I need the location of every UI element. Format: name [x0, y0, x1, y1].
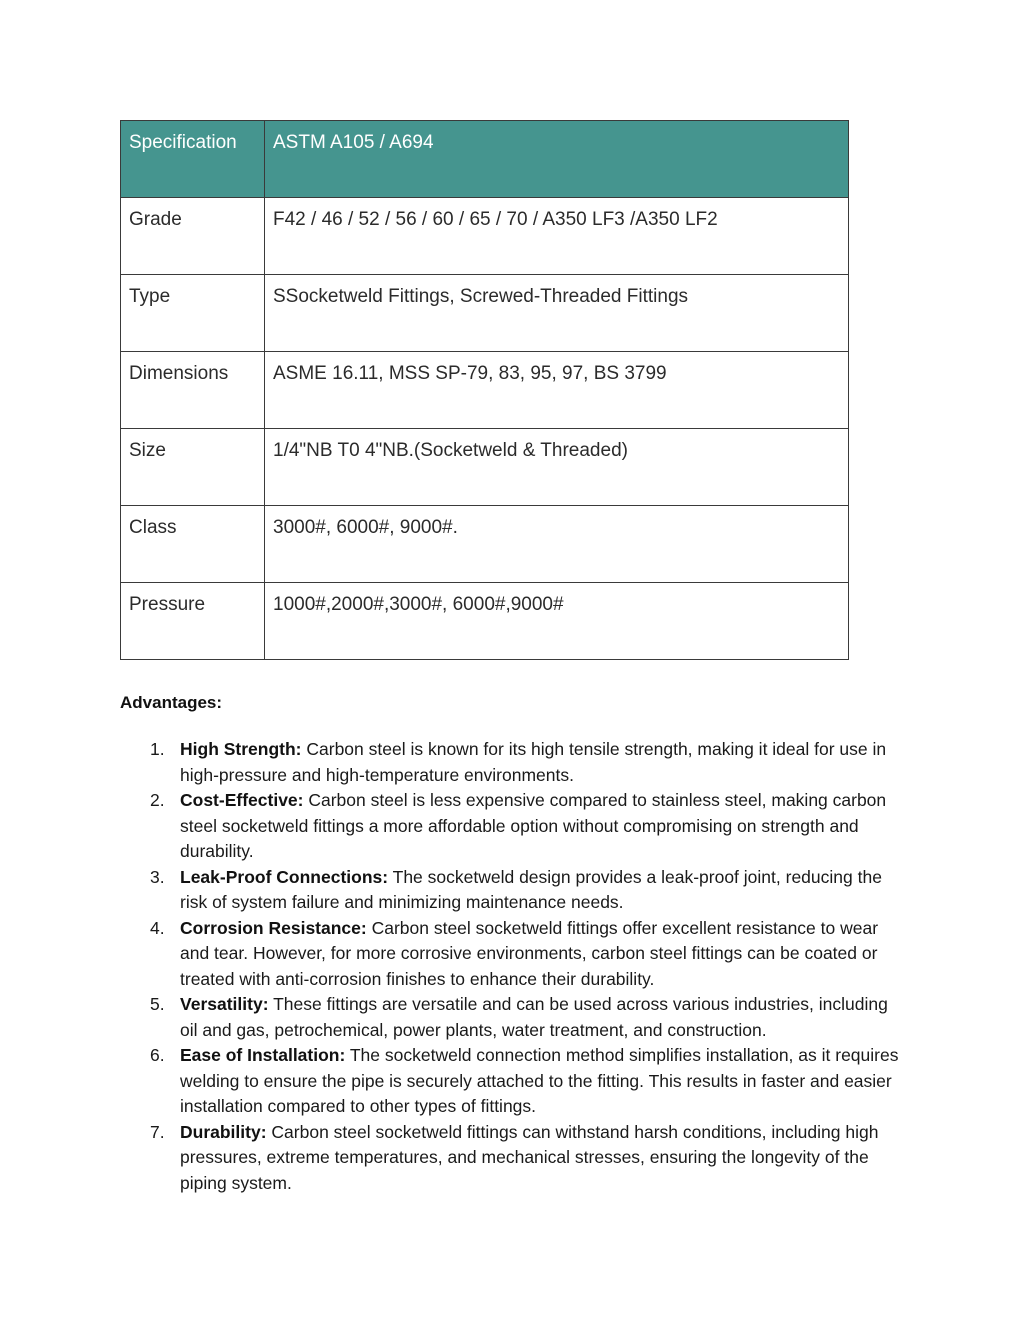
- table-row-class: [121, 506, 849, 583]
- table-row-size: [121, 429, 849, 506]
- table-value-cell: 3000#, 6000#, 9000#.: [265, 506, 849, 583]
- list-item-lead: Versatility:: [180, 994, 269, 1014]
- list-item-text: Carbon steel socketweld fittings can withstand harsh conditions, including high pressures, extreme temperatures, and mechanical stresses, ensuring the longevity of the piping system.: [180, 1121, 879, 1193]
- list-item-lead: Durability:: [180, 1121, 267, 1142]
- list-item-text: The socketweld connection method simplifies installation, as it requires welding to ensure the pipe is securely attached to the fitting. This results in faster and easier installation compared to other types of fittings.: [180, 1045, 899, 1116]
- table-value-cell: 1/4"NB T0 4"NB.(Socketweld & Threaded): [265, 429, 849, 506]
- list-item: [120, 916, 910, 993]
- list-item-lead: Leak-Proof Connections:: [180, 866, 389, 887]
- table-value-cell: 1000#,2000#,3000#, 6000#,9000#: [265, 583, 849, 660]
- table-label-cell: Class: [121, 506, 265, 583]
- list-number: 6.: [150, 1045, 165, 1065]
- specification-table: [120, 120, 849, 660]
- table-value-cell: SSocketweld Fittings, Screwed-Threaded Fittings: [265, 275, 849, 352]
- list-number: 1.: [150, 739, 165, 759]
- table-label-cell: Pressure: [121, 583, 265, 660]
- table-row-grade: [121, 198, 849, 275]
- list-item: [120, 992, 910, 1043]
- list-number: 3.: [150, 866, 165, 887]
- table-row-dimensions: [121, 352, 849, 429]
- list-number: 2.: [150, 790, 165, 810]
- advantages-heading: Advantages:: [120, 693, 223, 712]
- table-row-pressure: [121, 583, 849, 660]
- list-item-text: The socketweld design provides a leak-proof joint, reducing the risk of system failure and minimizing maintenance needs.: [180, 866, 882, 912]
- table-value-cell: F42 / 46 / 52 / 56 / 60 / 65 / 70 / A350 LF3 /A350 LF2: [265, 198, 849, 275]
- list-number: 4.: [150, 917, 165, 938]
- table-label-cell: Size: [121, 429, 265, 506]
- list-item: [120, 1043, 910, 1120]
- list-item-text: Carbon steel is known for its high tensile strength, making it ideal for use in high-pressure and high-temperature environments.: [180, 739, 887, 785]
- list-item-lead: Ease of Installation:: [180, 1045, 346, 1065]
- list-item: [120, 788, 910, 865]
- table-value-cell: ASTM A105 / A694: [265, 121, 849, 198]
- list-item: [120, 865, 910, 916]
- advantages-list: [120, 737, 910, 1196]
- table-row-type: [121, 275, 849, 352]
- list-item-text: Carbon steel socketweld fittings offer excellent resistance to wear and tear. However, for more corrosive environments, carbon steel fittings can be coated or treated with anti-corrosion finishes to enhance their durability.: [180, 917, 879, 989]
- list-number: 7.: [150, 1121, 165, 1142]
- list-item-text: Carbon steel is less expensive compared to stainless steel, making carbon steel socketweld fittings a more affordable option without compromising on strength and durability.: [180, 790, 887, 861]
- list-number: 5.: [150, 994, 165, 1014]
- table-row-specification: [121, 121, 849, 198]
- table-label-cell: Grade: [121, 198, 265, 275]
- list-item-lead: Cost-Effective:: [180, 790, 304, 810]
- table-label-cell: Dimensions: [121, 352, 265, 429]
- list-item-text: These fittings are versatile and can be used across various industries, including oil and gas, petrochemical, power plants, water treatment, and construction.: [180, 994, 888, 1040]
- list-item: [120, 1120, 910, 1197]
- list-item-lead: Corrosion Resistance:: [180, 917, 367, 938]
- list-item-lead: High Strength:: [180, 739, 302, 759]
- table-value-cell: ASME 16.11, MSS SP-79, 83, 95, 97, BS 3799: [265, 352, 849, 429]
- list-item: [120, 737, 910, 788]
- table-label-cell: Type: [121, 275, 265, 352]
- table-label-cell: Specification: [121, 121, 265, 198]
